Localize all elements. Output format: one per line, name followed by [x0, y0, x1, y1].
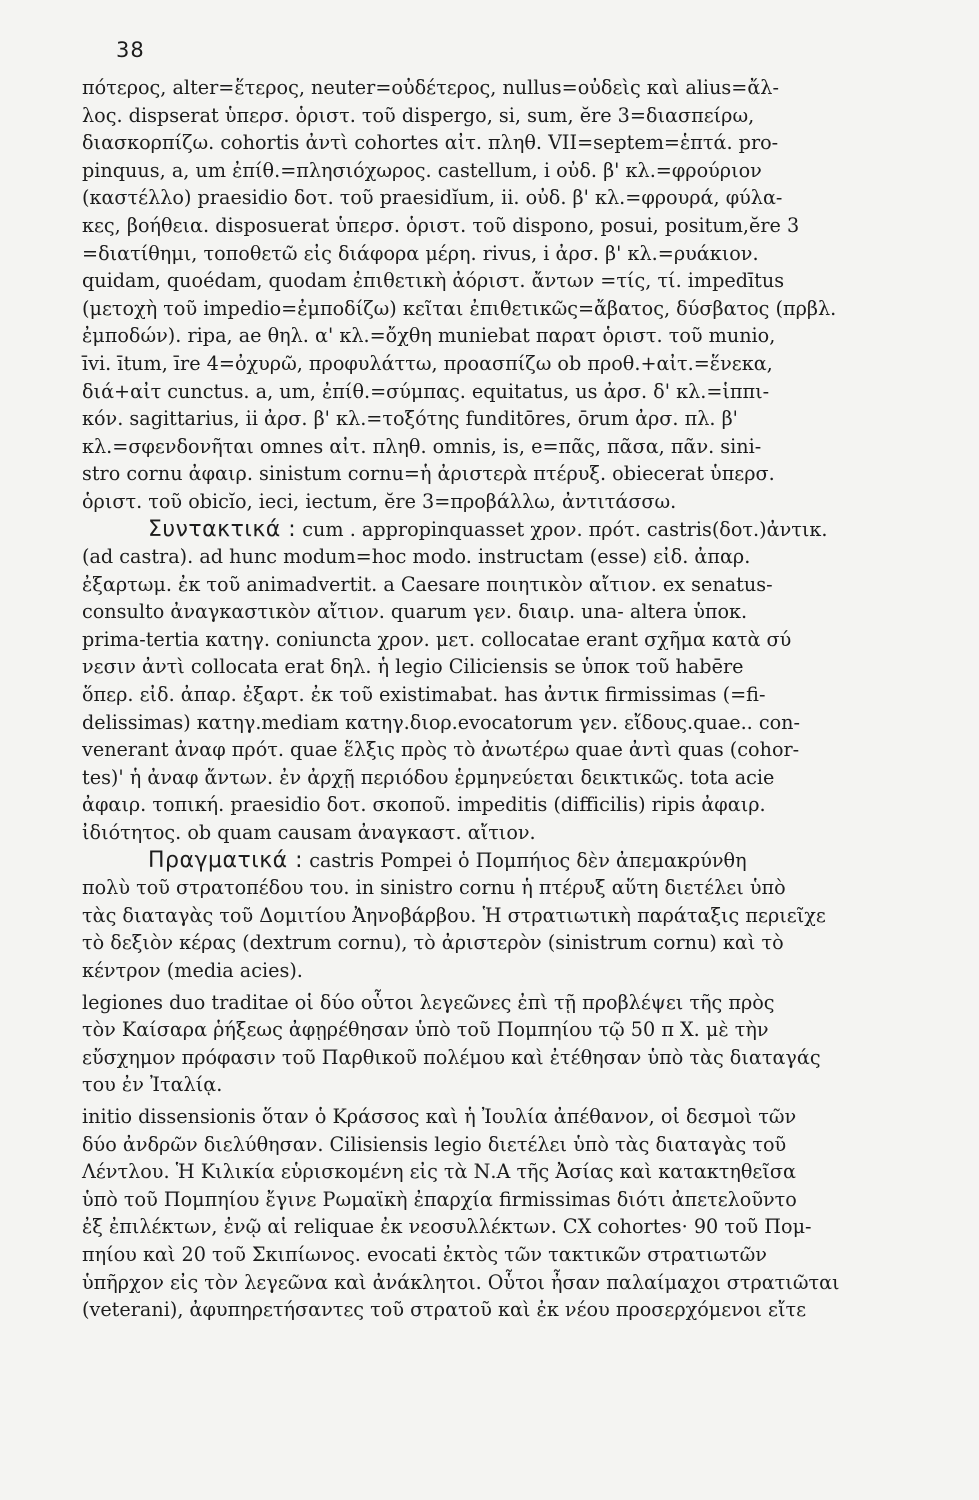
pragmatika-paragraph-line: initio dissensionis ὅταν ὁ Κράσσος καὶ ἡ Ἰουλία ἀπέθανον, οἱ δεσμοὶ τῶν	[82, 1104, 797, 1128]
vocabulary-line: ἐμποδών). ripa, ae θηλ. α' κλ.=ὄχθη muniebat παρατ ὁριστ. τοῦ munio,	[82, 324, 776, 348]
syntaktika-line: ἐξαρτωμ. ἐκ τοῦ animadvertit. a Caesare ποιητικὸν αἴτιον. ex senatus-	[82, 572, 773, 596]
syntaktika-first-line-text: cum . appropinquasset χρον. πρότ. castris(δοτ.)ἀντικ.	[296, 517, 828, 541]
pragmatika-line: τὰς διαταγὰς τοῦ Δομιτίου Ἀηνοβάρβου. Ἡ στρατιωτικὴ παράταξις περιεῖχε	[82, 903, 826, 927]
syntaktika-line: tes)' ἡ ἀναφ ἄντων. ἐν ἀρχῇ περιόδου ἑρμηνεύεται δεικτικῶς. tota acie	[82, 765, 775, 789]
syntaktika-heading: Συντακτικά :	[148, 516, 297, 542]
pragmatika-paragraph-line: ὑπὸ τοῦ Πομπηίου ἔγινε Ρωμαϊκὴ ἐπαρχία firmissimas διότι ἀπετελοῦντο	[82, 1187, 797, 1211]
syntaktika-line: νεσιν ἀντὶ collocata erat δηλ. ἡ legio Ciliciensis se ὑποκ τοῦ habēre	[82, 655, 744, 679]
vocabulary-line: κόν. sagittarius, ii ἀρσ. β' κλ.=τοξότης funditōres, ōrum ἀρσ. πλ. β'	[82, 407, 738, 431]
pragmatika-paragraph-line: ἐξ ἐπιλέκτων, ἐνῷ αἱ reliquae ἐκ νεοσυλλέκτων. CX cohortes· 90 τοῦ Πομ-	[82, 1215, 812, 1239]
pragmatika-paragraph-line: του ἐν Ἰταλίᾳ.	[82, 1073, 223, 1097]
page-body	[82, 74, 964, 1324]
pragmatika-paragraph	[82, 1103, 964, 1324]
pragmatika-line: κέντρον (media acies).	[82, 959, 303, 982]
vocabulary-line: διασκορπίζω. cohortis ἀντὶ cohortes αἰτ. πληθ. VII=septem=ἑπτά. pro-	[82, 131, 779, 155]
syntaktika-line: ἰδιότητος. ob quam causam ἀναγκαστ. αἴτιον.	[82, 821, 536, 845]
vocabulary-line: ὁριστ. τοῦ obicĭo, ieci, iectum, ĕre 3=προβάλλω, ἀντιτάσσω.	[82, 489, 677, 513]
vocabulary-line: κλ.=σφενδονῆται omnes αἰτ. πληθ. omnis, is, e=πᾶς, πᾶσα, πᾶν. sini-	[82, 434, 762, 458]
pragmatika-first-line	[82, 847, 964, 875]
vocabulary-line: quidam, quoédam, quodam ἐπιθετικὴ ἀόριστ. ἄντων =τίς, τί. impedītus	[82, 269, 785, 293]
pragmatika-paragraph-line: εὔσχημον πρόφασιν τοῦ Παρθικοῦ πολέμου καὶ ἐτέθησαν ὑπὸ τὰς διαταγάς	[82, 1045, 821, 1069]
syntaktika-line: (ad castra). ad hunc modum=hoc modo. instructam (esse) εἰδ. ἀπαρ.	[82, 545, 751, 569]
vocabulary-line: stro cornu ἀφαιρ. sinistum cornu=ἡ ἀριστερὰ πτέρυξ. obiecerat ὑπερσ.	[82, 462, 775, 486]
vocabulary-line: pinquus, a, um ἐπίθ.=πλησιόχωρος. castellum, i οὐδ. β' κλ.=φρούριον	[82, 158, 762, 182]
pragmatika-paragraph-line: δύο ἀνδρῶν διελύθησαν. Cilisiensis legio διετέλει ὑπὸ τὰς διαταγὰς τοῦ	[82, 1132, 787, 1156]
pragmatika-paragraph-line: legiones duo traditae οἱ δύο οὗτοι λεγεῶνες ἐπὶ τῇ προβλέψει τῆς πρὸς	[82, 990, 775, 1014]
syntaktika-line: delissimas) κατηγ.mediam κατηγ.διορ.evocatorum γεν. εἴδους.quae.. con-	[82, 710, 801, 734]
pragmatika-paragraph	[82, 989, 964, 1099]
vocabulary-line: =διατίθημι, τοποθετῶ εἰς διάφορα μέρη. rivus, i ἀρσ. β' κλ.=ρυάκιον.	[82, 241, 759, 265]
pragmatika-first-line-text: castris Pompei ὁ Πομπήιος δὲν ἀπεμακρύνθη	[303, 848, 747, 872]
syntaktika-section	[82, 516, 964, 847]
pragmatika-paragraph-line: Λέντλου. Ἡ Κιλικία εὑρισκομένη εἰς τὰ Ν.Α τῆς Ἀσίας καὶ κατακτηθεῖσα	[82, 1160, 796, 1184]
vocabulary-line: κες, βοήθεια. disposuerat ὑπερσ. ὁριστ. τοῦ dispono, posui, positum,ĕre 3	[82, 213, 800, 237]
vocabulary-section	[82, 74, 964, 516]
page-number: 38	[116, 38, 145, 62]
syntaktika-line: ὅπερ. εἰδ. ἀπαρ. ἐξαρτ. ἐκ τοῦ existimabat. has ἀντικ firmissimas (=fi-	[82, 683, 766, 707]
vocabulary-line: (μετοχὴ τοῦ impedio=ἐμποδίζω) κεῖται ἐπιθετικῶς=ἄβατος, δύσβατος (πρβλ.	[82, 296, 837, 320]
pragmatika-heading: Πραγματικά :	[148, 847, 304, 873]
syntaktika-body	[82, 543, 964, 847]
syntaktika-line: consulto ἀναγκαστικὸν αἴτιον. quarum γεν. διαιρ. una- altera ὑποκ.	[82, 600, 748, 624]
syntaktika-line: venerant ἀναφ πρότ. quae ἕλξις πρὸς τὸ ἀνωτέρω quae ἀντὶ quas (cohor-	[82, 738, 800, 762]
pragmatika-line: τὸ δεξιὸν κέρας (dextrum cornu), τὸ ἀριστερὸν (sinistrum cornu) καὶ τὸ	[82, 931, 784, 955]
vocabulary-line: πότερος, alter=ἕτερος, neuter=οὐδέτερος, nullus=οὐδεὶς καὶ alius=ἄλ-	[82, 76, 779, 99]
vocabulary-line: (καστέλλο) praesidio δοτ. τοῦ praesidĭum, ii. οὐδ. β' κλ.=φρουρά, φύλα-	[82, 186, 783, 210]
syntaktika-first-line	[82, 516, 964, 544]
vocabulary-line: διά+αἰτ cunctus. a, um, ἐπίθ.=σύμπας. equitatus, us ἀρσ. δ' κλ.=ἱππι-	[82, 379, 770, 403]
vocabulary-line: īvi. ītum, īre 4=ὀχυρῶ, προφυλάττω, προασπίζω ob προθ.+αἰτ.=ἕνεκα,	[82, 351, 773, 375]
pragmatika-paragraph-line: τὸν Καίσαρα ῥήξεως ἀφῃρέθησαν ὑπὸ τοῦ Πομπηίου τῷ 50 π Χ. μὲ τὴν	[82, 1018, 769, 1042]
syntaktika-line: ἀφαιρ. τοπική. praesidio δοτ. σκοποῦ. impeditis (difficilis) ripis ἀφαιρ.	[82, 793, 766, 817]
pragmatika-paragraph-line: πηίου καὶ 20 τοῦ Σκιπίωνος. evocati ἐκτὸς τῶν τακτικῶν στρατιωτῶν	[82, 1242, 767, 1266]
pragmatika-line: πολὺ τοῦ στρατοπέδου του. in sinistro cornu ἡ πτέρυξ αὕτη διετέλει ὑπὸ	[82, 876, 786, 900]
syntaktika-line: prima-tertia κατηγ. coniuncta χρον. μετ. collocatae erant σχῆμα κατὰ σύ	[82, 627, 792, 651]
pragmatika-paragraph-line: (veterani), ἀφυπηρετήσαντες τοῦ στρατοῦ καὶ ἐκ νέου προσερχόμενοι εἴτε	[82, 1298, 807, 1322]
pragmatika-body	[82, 874, 964, 984]
pragmatika-paragraph-line: ὑπῆρχον εἰς τὸν λεγεῶνα καὶ ἀνάκλητοι. Οὗτοι ἦσαν παλαίμαχοι στρατιῶται	[82, 1270, 840, 1294]
pragmatika-section	[82, 847, 964, 1324]
vocabulary-line: λος. dispserat ὑπερσ. ὁριστ. τοῦ dispergo, si, sum, ĕre 3=διασπείρω,	[82, 103, 755, 127]
pragmatika-paragraphs	[82, 989, 964, 1324]
